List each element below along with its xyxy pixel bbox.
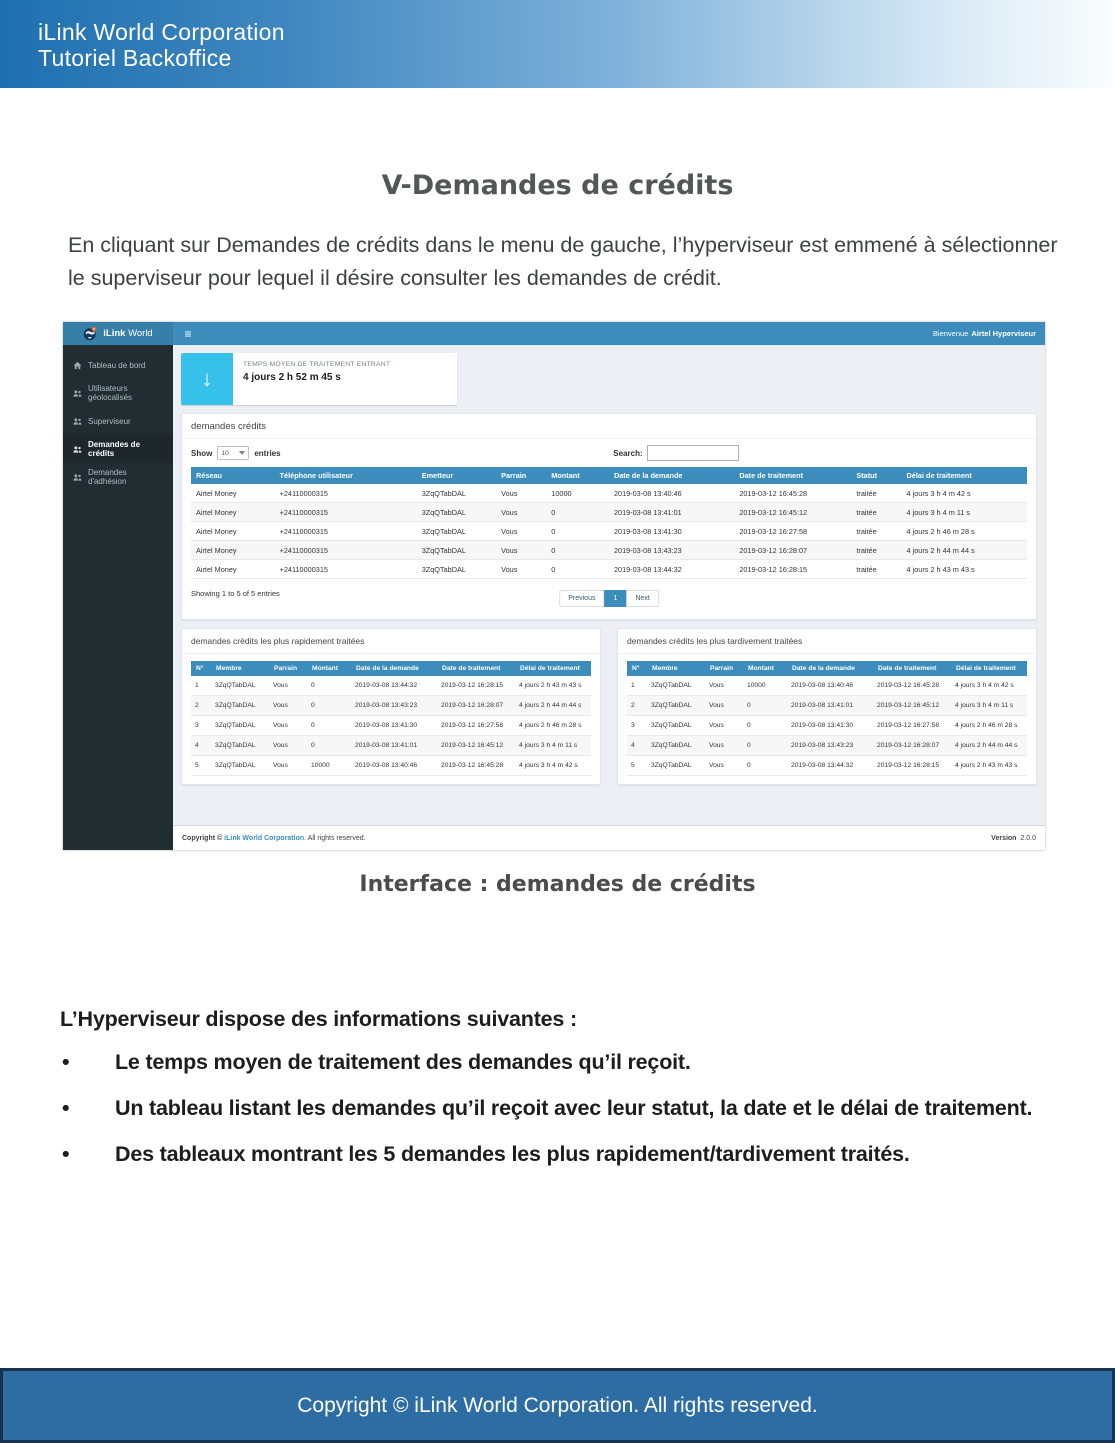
column-header[interactable]: Date de traitement	[437, 661, 515, 676]
app-content	[173, 345, 1045, 825]
table-cell: 3	[191, 716, 211, 736]
table-cell: 2	[627, 696, 647, 716]
column-header[interactable]: Parrain	[705, 661, 743, 676]
column-header[interactable]: Parrain	[269, 661, 307, 676]
table-cell: Vous	[269, 696, 307, 716]
figure-caption: Interface : demandes de crédits	[359, 872, 756, 897]
demandes-credits-table	[191, 467, 1027, 579]
bullet-item: • Un tableau listant les demandes qu’il reçoit avec leur statut, la date et le délai de traitement.	[60, 1093, 1075, 1124]
table-cell: traitée	[851, 541, 901, 560]
table-cell: traitée	[851, 522, 901, 541]
table-cell: Vous	[496, 522, 546, 541]
table-cell: 4 jours 3 h 4 m 11 s	[515, 736, 591, 756]
table-cell: 3ZqQTabDAL	[211, 716, 269, 736]
users-icon	[73, 445, 82, 454]
panel-title: demandes crédits	[182, 414, 1036, 439]
sidebar-item-superviseur[interactable]: Superviseur	[63, 407, 173, 435]
table-cell: 2019-03-08 13:41:30	[787, 716, 873, 736]
table-cell: +24110000315	[275, 484, 417, 503]
table-cell: 3ZqQTabDAL	[417, 503, 496, 522]
table-cell: Vous	[496, 484, 546, 503]
table-row	[191, 716, 591, 736]
table-cell: Vous	[705, 716, 743, 736]
column-header[interactable]: Date de traitement	[734, 467, 851, 484]
bullet-item: • Des tableaux montrant les 5 demandes les plus rapidement/tardivement traités.	[60, 1139, 1075, 1170]
table-cell: 2019-03-08 13:41:30	[351, 716, 437, 736]
table-cell: 2019-03-12 16:28:07	[437, 696, 515, 716]
table-cell: 3ZqQTabDAL	[647, 736, 705, 756]
table-cell: +24110000315	[275, 503, 417, 522]
pagination	[559, 590, 659, 607]
table-cell: Airtel Money	[191, 484, 275, 503]
table-cell: 2019-03-08 13:40:46	[351, 756, 437, 776]
table-row	[627, 696, 1027, 716]
app-footer: Copyright © iLink World Corporation . All rights reserved. Version 2.0.0	[173, 825, 1045, 850]
column-header[interactable]: Date de la demande	[609, 467, 734, 484]
doc-header	[0, 0, 1115, 88]
page-size-select[interactable]: 10	[217, 446, 249, 460]
table-cell: 0	[743, 756, 787, 776]
table-cell: 2019-03-12 16:45:12	[437, 736, 515, 756]
down-arrow-icon: ↓	[181, 353, 233, 405]
table-cell: 3ZqQTabDAL	[417, 484, 496, 503]
doc-header-line2: Tutoriel Backoffice	[38, 45, 232, 71]
table-cell: 0	[307, 716, 351, 736]
table-cell: 1	[191, 676, 211, 696]
table-cell: 0	[546, 541, 609, 560]
fastest-table	[191, 661, 591, 776]
show-label: Show	[191, 448, 213, 458]
table-cell: 2019-03-08 13:43:23	[609, 541, 734, 560]
table-cell: 3ZqQTabDAL	[417, 522, 496, 541]
column-header[interactable]: Date de la demande	[787, 661, 873, 676]
demandes-credits-panel	[181, 413, 1037, 620]
table-cell: 10000	[546, 484, 609, 503]
table-cell: 5	[627, 756, 647, 776]
table-cell: 2019-03-12 16:27:58	[734, 522, 851, 541]
table-cell: 3ZqQTabDAL	[211, 736, 269, 756]
page-1-button[interactable]: 1	[604, 590, 626, 607]
table-cell: 0	[307, 676, 351, 696]
chevron-down-icon	[239, 451, 245, 455]
table-cell: 3ZqQTabDAL	[211, 756, 269, 776]
info-list	[60, 1047, 1075, 1170]
table-cell: Airtel Money	[191, 560, 275, 579]
company-link[interactable]: iLink World Corporation	[224, 834, 305, 842]
table-cell: +24110000315	[275, 560, 417, 579]
table-cell: 2019-03-12 16:28:15	[873, 756, 951, 776]
users-icon	[73, 389, 82, 398]
table-cell: 0	[546, 522, 609, 541]
table-cell: traitée	[851, 503, 901, 522]
bullet-item: • Le temps moyen de traitement des demandes qu’il reçoit.	[60, 1047, 1075, 1078]
table-cell: Airtel Money	[191, 541, 275, 560]
table-cell: 4 jours 2 h 44 m 44 s	[515, 696, 591, 716]
column-header[interactable]: Date de traitement	[873, 661, 951, 676]
column-header[interactable]: N°	[191, 661, 211, 676]
info-block	[60, 1007, 1075, 1185]
table-cell: traitée	[851, 484, 901, 503]
users-icon	[73, 473, 82, 482]
globe-pin-icon	[83, 326, 98, 341]
app-sidebar	[63, 345, 173, 850]
slowest-panel-title: demandes crédits les plus tardivement traitées	[618, 629, 1036, 654]
table-cell: Vous	[705, 756, 743, 776]
table-cell: 0	[546, 560, 609, 579]
table-cell: 2	[191, 696, 211, 716]
table-cell: 3ZqQTabDAL	[417, 560, 496, 579]
table-cell: 3ZqQTabDAL	[647, 756, 705, 776]
table-cell: 3ZqQTabDAL	[211, 676, 269, 696]
table-cell: 4 jours 2 h 44 m 44 s	[951, 736, 1027, 756]
table-cell: traitée	[851, 560, 901, 579]
version-text: Version 2.0.0	[991, 834, 1036, 842]
table-cell: 0	[743, 696, 787, 716]
table-row	[191, 541, 1027, 560]
table-cell: 4 jours 3 h 4 m 42 s	[902, 484, 1027, 503]
table-row	[191, 503, 1027, 522]
table-cell: Vous	[269, 756, 307, 776]
table-row	[191, 676, 591, 696]
table-cell: 4 jours 3 h 4 m 11 s	[902, 503, 1027, 522]
table-cell: 2019-03-08 13:41:01	[787, 696, 873, 716]
table-cell: 0	[307, 696, 351, 716]
table-row	[627, 756, 1027, 776]
table-cell: +24110000315	[275, 541, 417, 560]
entries-summary: Showing 1 to 5 of 5 entries	[191, 589, 280, 598]
table-cell: 2019-03-08 13:40:46	[609, 484, 734, 503]
table-cell: 5	[191, 756, 211, 776]
table-cell: 2019-03-08 13:41:01	[609, 503, 734, 522]
backoffice-screenshot	[63, 322, 1045, 850]
search-group	[613, 445, 738, 461]
app-logo[interactable]	[63, 322, 173, 345]
table-cell: 2019-03-08 13:40:46	[787, 676, 873, 696]
table-cell: 2019-03-08 13:44:32	[787, 756, 873, 776]
doc-header-line1: iLink World Corporation	[38, 19, 285, 45]
table-cell: 3ZqQTabDAL	[647, 716, 705, 736]
table-cell: 10000	[743, 676, 787, 696]
slowest-table	[627, 661, 1027, 776]
table-cell: 2019-03-08 13:43:23	[787, 736, 873, 756]
bottom-panels	[181, 628, 1037, 785]
table-cell: 2019-03-12 16:28:07	[873, 736, 951, 756]
table-cell: 4 jours 2 h 46 m 28 s	[515, 716, 591, 736]
table-cell: 2019-03-12 16:27:58	[873, 716, 951, 736]
table-row	[191, 484, 1027, 503]
table-cell: 3ZqQTabDAL	[647, 676, 705, 696]
table-cell: 2019-03-12 16:28:07	[734, 541, 851, 560]
stat-label: TEMPS MOYEN DE TRAITEMENT ENTRANT	[243, 361, 391, 368]
table-footer	[182, 583, 1036, 619]
table-cell: Airtel Money	[191, 522, 275, 541]
intro-paragraph: En cliquant sur Demandes de crédits dans le menu de gauche, l’hyperviseur est emmené à sélectionner le superviseur pour lequel il désire consulter les demandes de crédit.	[68, 233, 1058, 290]
table-cell: Vous	[496, 560, 546, 579]
page-title: V-Demandes de crédits	[381, 170, 734, 201]
table-cell: 2019-03-08 13:41:01	[351, 736, 437, 756]
table-row	[191, 560, 1027, 579]
table-cell: 2019-03-08 13:44:32	[609, 560, 734, 579]
sidebar-item-demandes-de-credits[interactable]: Demandes de crédits	[63, 435, 173, 463]
slowest-panel	[617, 628, 1037, 785]
table-cell: 4 jours 2 h 46 m 28 s	[951, 716, 1027, 736]
column-header[interactable]: Membre	[647, 661, 705, 676]
brand-text: iLink World	[103, 328, 153, 339]
column-header[interactable]: Réseau	[191, 467, 275, 484]
table-cell: Vous	[705, 696, 743, 716]
app-content-column	[173, 345, 1045, 850]
fastest-panel	[181, 628, 601, 785]
app-main	[63, 345, 1045, 850]
hamburger-menu-icon[interactable]: ≡	[184, 326, 192, 341]
previous-page-button[interactable]: Previous	[559, 590, 604, 607]
table-cell: 4 jours 2 h 43 m 43 s	[951, 756, 1027, 776]
table-row	[191, 696, 591, 716]
column-header[interactable]: N°	[627, 661, 647, 676]
sidebar-item-utilisateurs-geolocalises[interactable]: Utilisateurs géolocalisés	[63, 379, 173, 407]
column-header[interactable]: Montant	[743, 661, 787, 676]
table-row	[191, 522, 1027, 541]
table-cell: 3	[627, 716, 647, 736]
table-cell: 4 jours 2 h 43 m 43 s	[515, 676, 591, 696]
table-row	[627, 716, 1027, 736]
table-cell: Vous	[496, 541, 546, 560]
welcome-text: Bienvenue Airtel Hyperviseur	[932, 329, 1036, 338]
table-cell: 4 jours 3 h 4 m 42 s	[515, 756, 591, 776]
column-header[interactable]: Membre	[211, 661, 269, 676]
table-cell: 4 jours 2 h 43 m 43 s	[902, 560, 1027, 579]
table-cell: 0	[307, 736, 351, 756]
table-cell: 4 jours 2 h 44 m 44 s	[902, 541, 1027, 560]
dashboard-icon	[73, 361, 82, 370]
table-cell: 0	[743, 736, 787, 756]
table-cell: 1	[627, 676, 647, 696]
table-cell: Vous	[269, 676, 307, 696]
table-cell: 2019-03-12 16:45:12	[873, 696, 951, 716]
info-heading: L’Hyperviseur dispose des informations suivantes :	[60, 1007, 577, 1031]
next-page-button[interactable]: Next	[626, 590, 658, 607]
table-cell: 4 jours 3 h 4 m 42 s	[951, 676, 1027, 696]
table-cell: 2019-03-12 16:45:28	[437, 756, 515, 776]
table-cell: 2019-03-12 16:45:12	[734, 503, 851, 522]
table-cell: Airtel Money	[191, 503, 275, 522]
table-cell: 2019-03-12 16:28:15	[734, 560, 851, 579]
table-cell: 0	[546, 503, 609, 522]
doc-footer	[0, 1368, 1115, 1443]
table-cell: 4	[627, 736, 647, 756]
column-header[interactable]: Date de la demande	[351, 661, 437, 676]
table-cell: 2019-03-08 13:44:32	[351, 676, 437, 696]
table-row	[627, 736, 1027, 756]
search-input[interactable]	[647, 445, 739, 461]
table-cell: 2019-03-12 16:45:28	[734, 484, 851, 503]
entries-label: entries	[254, 448, 281, 458]
table-cell: Vous	[269, 736, 307, 756]
stat-card-temps-moyen	[181, 353, 457, 405]
table-cell: 4	[191, 736, 211, 756]
table-cell: 3ZqQTabDAL	[211, 696, 269, 716]
table-cell: 2019-03-08 13:41:30	[609, 522, 734, 541]
column-header[interactable]: Parrain	[496, 467, 546, 484]
column-header[interactable]: Statut	[851, 467, 901, 484]
table-cell: 4 jours 3 h 4 m 11 s	[951, 696, 1027, 716]
table-cell: 3ZqQTabDAL	[647, 696, 705, 716]
column-header[interactable]: Délai de traitement	[951, 661, 1027, 676]
app-navbar	[63, 322, 1045, 345]
column-header[interactable]: Montant	[307, 661, 351, 676]
table-controls	[182, 439, 1036, 467]
column-header[interactable]: Téléphone utilisateur	[275, 467, 417, 484]
table-cell: 10000	[307, 756, 351, 776]
table-row	[191, 736, 591, 756]
table-cell: 0	[743, 716, 787, 736]
column-header[interactable]: Délai de traitement	[902, 467, 1027, 484]
table-cell: 3ZqQTabDAL	[417, 541, 496, 560]
table-cell: Vous	[705, 736, 743, 756]
table-cell: Vous	[269, 716, 307, 736]
users-icon	[73, 417, 82, 426]
sidebar-item-tableau-de-bord[interactable]: Tableau de bord	[63, 351, 173, 379]
fastest-panel-title: demandes crédits les plus rapidement traitées	[182, 629, 600, 654]
table-cell: 2019-03-12 16:28:15	[437, 676, 515, 696]
search-label: Search:	[613, 448, 643, 458]
table-cell: +24110000315	[275, 522, 417, 541]
table-cell: 2019-03-12 16:45:28	[873, 676, 951, 696]
table-row	[627, 676, 1027, 696]
sidebar-item-demandes-adhesion[interactable]: Demandes d'adhésion	[63, 463, 173, 491]
table-cell: 2019-03-08 13:43:23	[351, 696, 437, 716]
welcome-user: Airtel Hyperviseur	[971, 329, 1036, 338]
table-cell: Vous	[705, 676, 743, 696]
column-header[interactable]: Délai de traitement	[515, 661, 591, 676]
table-cell: 2019-03-12 16:27:58	[437, 716, 515, 736]
doc-footer-text: Copyright © iLink World Corporation. All rights reserved.	[297, 1393, 818, 1417]
column-header[interactable]: Emetteur	[417, 467, 496, 484]
table-cell: Vous	[496, 503, 546, 522]
table-cell: 4 jours 2 h 46 m 28 s	[902, 522, 1027, 541]
table-row	[191, 756, 591, 776]
column-header[interactable]: Montant	[546, 467, 609, 484]
stat-value: 4 jours 2 h 52 m 45 s	[243, 372, 341, 383]
